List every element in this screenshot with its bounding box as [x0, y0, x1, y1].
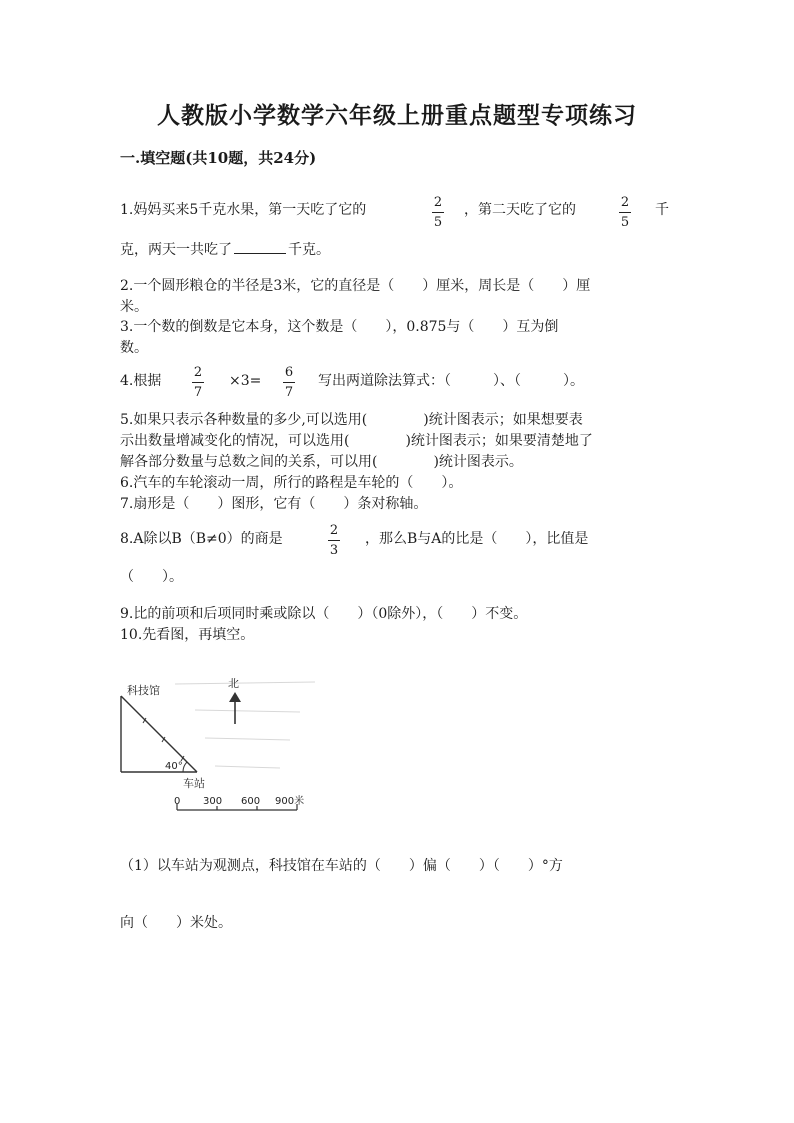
- q4-mid: ×3=: [229, 373, 262, 389]
- angle-arc: [183, 762, 187, 772]
- q2-line2: 米。: [120, 299, 148, 315]
- q10-1-line1: （1）以车站为观测点，科技馆在车站的（ ）偏（ ）（ ）°方: [120, 858, 563, 874]
- q10-text: 10.先看图，再填空。: [120, 627, 255, 643]
- scale-tick-0: 0: [174, 796, 181, 807]
- q1-fraction-1: [430, 195, 446, 230]
- q7-text: 7.扇形是（ ）图形，它有（ ）条对称轴。: [120, 496, 428, 512]
- q1-part-c: 千: [655, 202, 669, 218]
- q1-frac1-num: 2: [433, 195, 443, 210]
- page-title: 人教版小学数学六年级上册重点题型专项练习: [157, 102, 637, 129]
- q4-fraction-1: [190, 365, 206, 400]
- hypotenuse-line: [121, 696, 197, 772]
- q1-part-b: ，第二天吃了它的: [464, 202, 576, 218]
- q5-line1: 5.如果只表示各种数量的多少,可以选用( )统计图表示；如果想要表: [120, 412, 583, 428]
- q3-line1: 3.一个数的倒数是它本身，这个数是（ ），0.875与（ ）互为倒: [120, 319, 559, 335]
- q1-line2-a: 克，两天一共吃了: [120, 242, 232, 258]
- q4-fraction-2: [281, 365, 297, 400]
- label-north: 北: [228, 677, 239, 690]
- q8-part-a: 8.A除以B（B≠0）的商是: [120, 531, 283, 547]
- q2-line1: 2.一个圆形粮仓的半径是3米，它的直径是（ ）厘米，周长是（ ）厘: [120, 278, 591, 294]
- direction-figure: [115, 670, 325, 820]
- section-heading: 一.填空题(共10题，共24分): [120, 149, 317, 167]
- q6-text: 6.汽车的车轮滚动一周，所行的路程是车轮的（ ）。: [120, 475, 463, 491]
- q8-frac-num: 2: [329, 523, 339, 538]
- scale-tick-600: 600: [241, 796, 261, 807]
- q5-line3: 解各部分数量与总数之间的关系，可以用( )统计图表示。: [120, 454, 523, 470]
- label-museum: 科技馆: [127, 684, 160, 697]
- q5-line2: 示出数量增减变化的情况，可以选用( )统计图表示；如果要清楚地了: [120, 433, 593, 449]
- q8-line2: （ ）。: [120, 569, 183, 585]
- q8-fraction: [326, 523, 342, 558]
- label-station: 车站: [183, 777, 205, 790]
- q3-line2: 数。: [120, 340, 148, 356]
- north-arrow-head: [229, 692, 241, 702]
- q1-fraction-2: [617, 195, 633, 230]
- q1-frac2-den: 5: [620, 215, 630, 230]
- q1-frac1-den: 5: [433, 215, 443, 230]
- q1-line2-b: 千克。: [288, 242, 330, 258]
- q4-part-b: 写出两道除法算式：（ ）、（ ）。: [318, 373, 584, 389]
- q8-frac-den: 3: [329, 543, 339, 558]
- q1-frac2-num: 2: [620, 195, 630, 210]
- q8-part-b: ，那么B与A的比是（ ），比值是: [365, 531, 589, 547]
- q10-1-line2: 向（ ）米处。: [120, 915, 232, 931]
- q4-frac1-den: 7: [193, 385, 203, 400]
- q1-part-a: 1.妈妈买来5千克水果，第一天吃了它的: [120, 202, 367, 218]
- scale-tick-300: 300: [203, 796, 223, 807]
- label-angle: 40°: [165, 761, 183, 772]
- q4-part-a: 4.根据: [120, 373, 162, 389]
- q9-text: 9.比的前项和后项同时乘或除以（ ）（0除外），（ ）不变。: [120, 606, 528, 622]
- q1-answer-blank[interactable]: [234, 253, 286, 254]
- scale-tick-900: 900米: [275, 796, 305, 807]
- q1-line2: [120, 240, 330, 261]
- q4-frac2-den: 7: [284, 385, 294, 400]
- q4-frac1-num: 2: [193, 365, 203, 380]
- q4-frac2-num: 6: [284, 365, 294, 380]
